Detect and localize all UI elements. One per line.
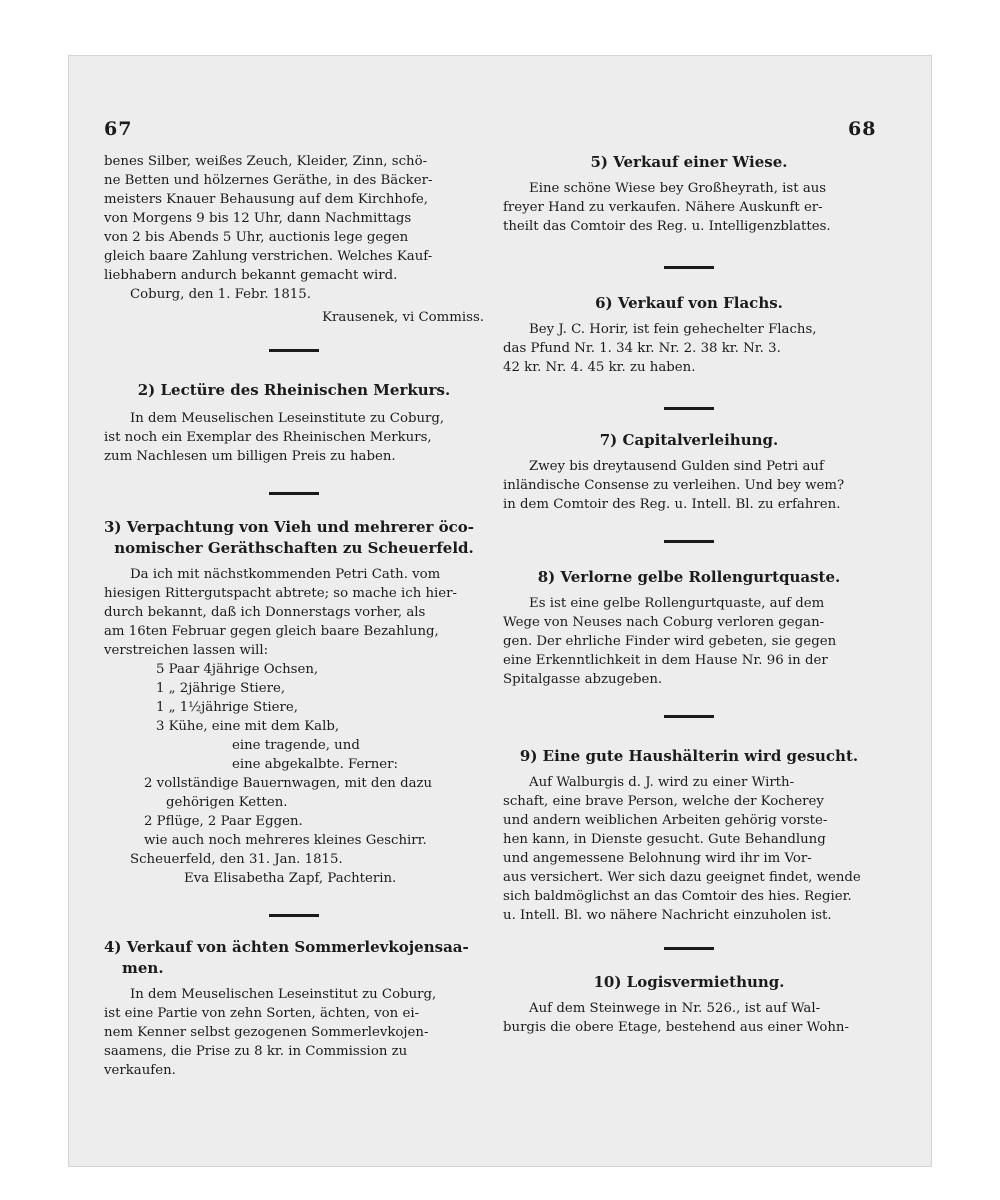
section-8 — [503, 567, 875, 689]
section-7 — [503, 430, 875, 514]
livestock-list — [104, 660, 484, 774]
text-line: aus versichert. Wer sich dazu geeignet findet, wende — [503, 870, 861, 885]
text-line: am 16ten Februar gegen gleich baare Bezahlung, — [104, 624, 439, 639]
section-heading: 8) Verlorne gelbe Rollengurtquaste. — [537, 568, 841, 586]
text-line: liebhabern andurch bekannt gemacht wird. — [104, 268, 398, 283]
notice-date: Scheuerfeld, den 31. Jan. 1815. — [130, 852, 343, 867]
section-3 — [104, 517, 484, 888]
section-divider — [664, 407, 714, 410]
section-divider — [664, 540, 714, 543]
text-line: Auf Walburgis d. J. wird zu einer Wirth- — [529, 775, 795, 790]
list-item: eine abgekalbte. Ferner: — [232, 757, 399, 772]
section-5 — [503, 152, 875, 236]
text-line: inländische Consense zu verleihen. Und bey wem? — [503, 478, 845, 493]
section-4 — [104, 937, 484, 1080]
list-item: 2 Pflüge, 2 Paar Eggen. — [144, 814, 303, 829]
section-heading: 5) Verkauf einer Wiese. — [590, 153, 788, 171]
section-divider — [269, 349, 319, 352]
page-number-right: 68 — [848, 118, 877, 140]
section-heading: 9) Eine gute Haushälterin wird gesucht. — [519, 747, 859, 765]
section-divider — [269, 492, 319, 495]
text-line: freyer Hand zu verkaufen. Nähere Auskunft er- — [503, 200, 823, 215]
continued-notice — [104, 152, 484, 327]
text-line: Wege von Neuses nach Coburg verloren gegan- — [503, 615, 825, 630]
text-line: ist eine Partie von zehn Sorten, ächten, von ei- — [104, 1006, 420, 1021]
section-divider — [664, 947, 714, 950]
right-column — [503, 152, 875, 1037]
left-column — [104, 152, 484, 1080]
list-item: gehörigen Ketten. — [166, 795, 288, 810]
text-line: zum Nachlesen um billigen Preis zu haben. — [104, 449, 396, 464]
text-line: In dem Meuselischen Leseinstitut zu Coburg, — [130, 987, 437, 1002]
text-line: theilt das Comtoir des Reg. u. Intelligenzblattes. — [503, 219, 831, 234]
text-line: schaft, eine brave Person, welche der Kocherey — [503, 794, 824, 809]
text-line: gleich baare Zahlung verstrichen. Welches Kauf- — [104, 249, 433, 264]
text-line: und andern weiblichen Arbeiten gehörig vorste- — [503, 813, 828, 828]
list-item: 2 vollständige Bauernwagen, mit den dazu — [144, 776, 433, 791]
text-line: 42 kr. Nr. 4. 45 kr. zu haben. — [503, 360, 696, 375]
section-heading-cont: nomischer Geräthschaften zu Scheuerfeld. — [114, 539, 474, 557]
section-heading: 7) Capitalverleihung. — [599, 431, 779, 449]
text-line: sich baldmöglichst an das Comtoir des hies. Regier. — [503, 889, 852, 904]
text-line: Auf dem Steinwege in Nr. 526., ist auf Wal- — [529, 1001, 821, 1016]
notice-signature: Krausenek, vi Commiss. — [322, 310, 484, 325]
section-6 — [503, 293, 875, 377]
section-divider — [664, 715, 714, 718]
text-line: in dem Comtoir des Reg. u. Intell. Bl. zu erfahren. — [503, 497, 841, 512]
notice-signature: Eva Elisabetha Zapf, Pachterin. — [184, 871, 397, 886]
section-heading: 6) Verkauf von Flachs. — [595, 294, 783, 312]
list-item: 1 „ 1½jährige Stiere, — [156, 700, 299, 715]
text-line: meisters Knauer Behausung auf dem Kirchhofe, — [104, 192, 428, 207]
section-divider — [664, 266, 714, 269]
text-line: Da ich mit nächstkommenden Petri Cath. vom — [130, 567, 441, 582]
section-heading: 10) Logisvermiethung. — [593, 973, 785, 991]
page-number-left: 67 — [104, 118, 133, 140]
text-line: Spitalgasse abzugeben. — [503, 672, 663, 687]
text-line: eine Erkenntlichkeit in dem Hause Nr. 96 in der — [503, 653, 828, 668]
text-line: Bey J. C. Horir, ist fein gehechelter Flachs, — [529, 322, 817, 337]
text-line: saamens, die Prise zu 8 kr. in Commission zu — [104, 1044, 408, 1059]
text-line: hen kann, in Dienste gesucht. Gute Behandlung — [503, 832, 826, 847]
list-item: 5 Paar 4jährige Ochsen, — [156, 662, 319, 677]
section-9 — [503, 746, 875, 925]
text-line: hiesigen Rittergutspacht abtrete; so mache ich hier- — [104, 586, 458, 601]
text-line: verstreichen lassen will: — [104, 643, 269, 658]
text-line: das Pfund Nr. 1. 34 kr. Nr. 2. 38 kr. Nr. 3. — [503, 341, 781, 356]
list-item: 1 „ 2jährige Stiere, — [156, 681, 286, 696]
section-heading: 3) Verpachtung von Vieh und mehrerer öco- — [104, 518, 474, 536]
text-line: gen. Der ehrliche Finder wird gebeten, sie gegen — [503, 634, 837, 649]
notice-date: Coburg, den 1. Febr. 1815. — [130, 287, 311, 302]
text-line: von Morgens 9 bis 12 Uhr, dann Nachmittags — [104, 211, 412, 226]
text-line: Eine schöne Wiese bey Großheyrath, ist aus — [529, 181, 827, 196]
list-item: eine tragende, und — [232, 738, 360, 753]
text-line: Es ist eine gelbe Rollengurtquaste, auf dem — [529, 596, 825, 611]
list-item: wie auch noch mehreres kleines Geschirr. — [144, 833, 427, 848]
section-2 — [104, 380, 484, 466]
section-divider — [269, 914, 319, 917]
section-10 — [503, 972, 875, 1037]
text-line: ne Betten und hölzernes Geräthe, in des Bäcker- — [104, 173, 433, 188]
text-line: ist noch ein Exemplar des Rheinischen Merkurs, — [104, 430, 432, 445]
text-line: verkaufen. — [104, 1063, 176, 1078]
list-item: 3 Kühe, eine mit dem Kalb, — [156, 719, 340, 734]
text-line: Zwey bis dreytausend Gulden sind Petri auf — [529, 459, 824, 474]
text-line: In dem Meuselischen Leseinstitute zu Coburg, — [130, 411, 445, 426]
section-heading: 2) Lectüre des Rheinischen Merkurs. — [137, 381, 451, 399]
text-line: burgis die obere Etage, bestehend aus einer Wohn- — [503, 1020, 849, 1035]
equipment-list — [104, 774, 484, 850]
text-line: und angemessene Belohnung wird ihr im Vor- — [503, 851, 812, 866]
text-line: durch bekannt, daß ich Donnerstags vorher, als — [104, 605, 426, 620]
text-line: von 2 bis Abends 5 Uhr, auctionis lege gegen — [104, 230, 409, 245]
text-line: u. Intell. Bl. wo nähere Nachricht einzuholen ist. — [503, 908, 832, 923]
text-line: benes Silber, weißes Zeuch, Kleider, Zinn, schö- — [104, 154, 428, 169]
section-heading: 4) Verkauf von ächten Sommerlevkojensaa- — [104, 938, 469, 956]
text-line: nem Kenner selbst gezogenen Sommerlevkojen- — [104, 1025, 429, 1040]
section-heading-cont: men. — [122, 959, 164, 977]
